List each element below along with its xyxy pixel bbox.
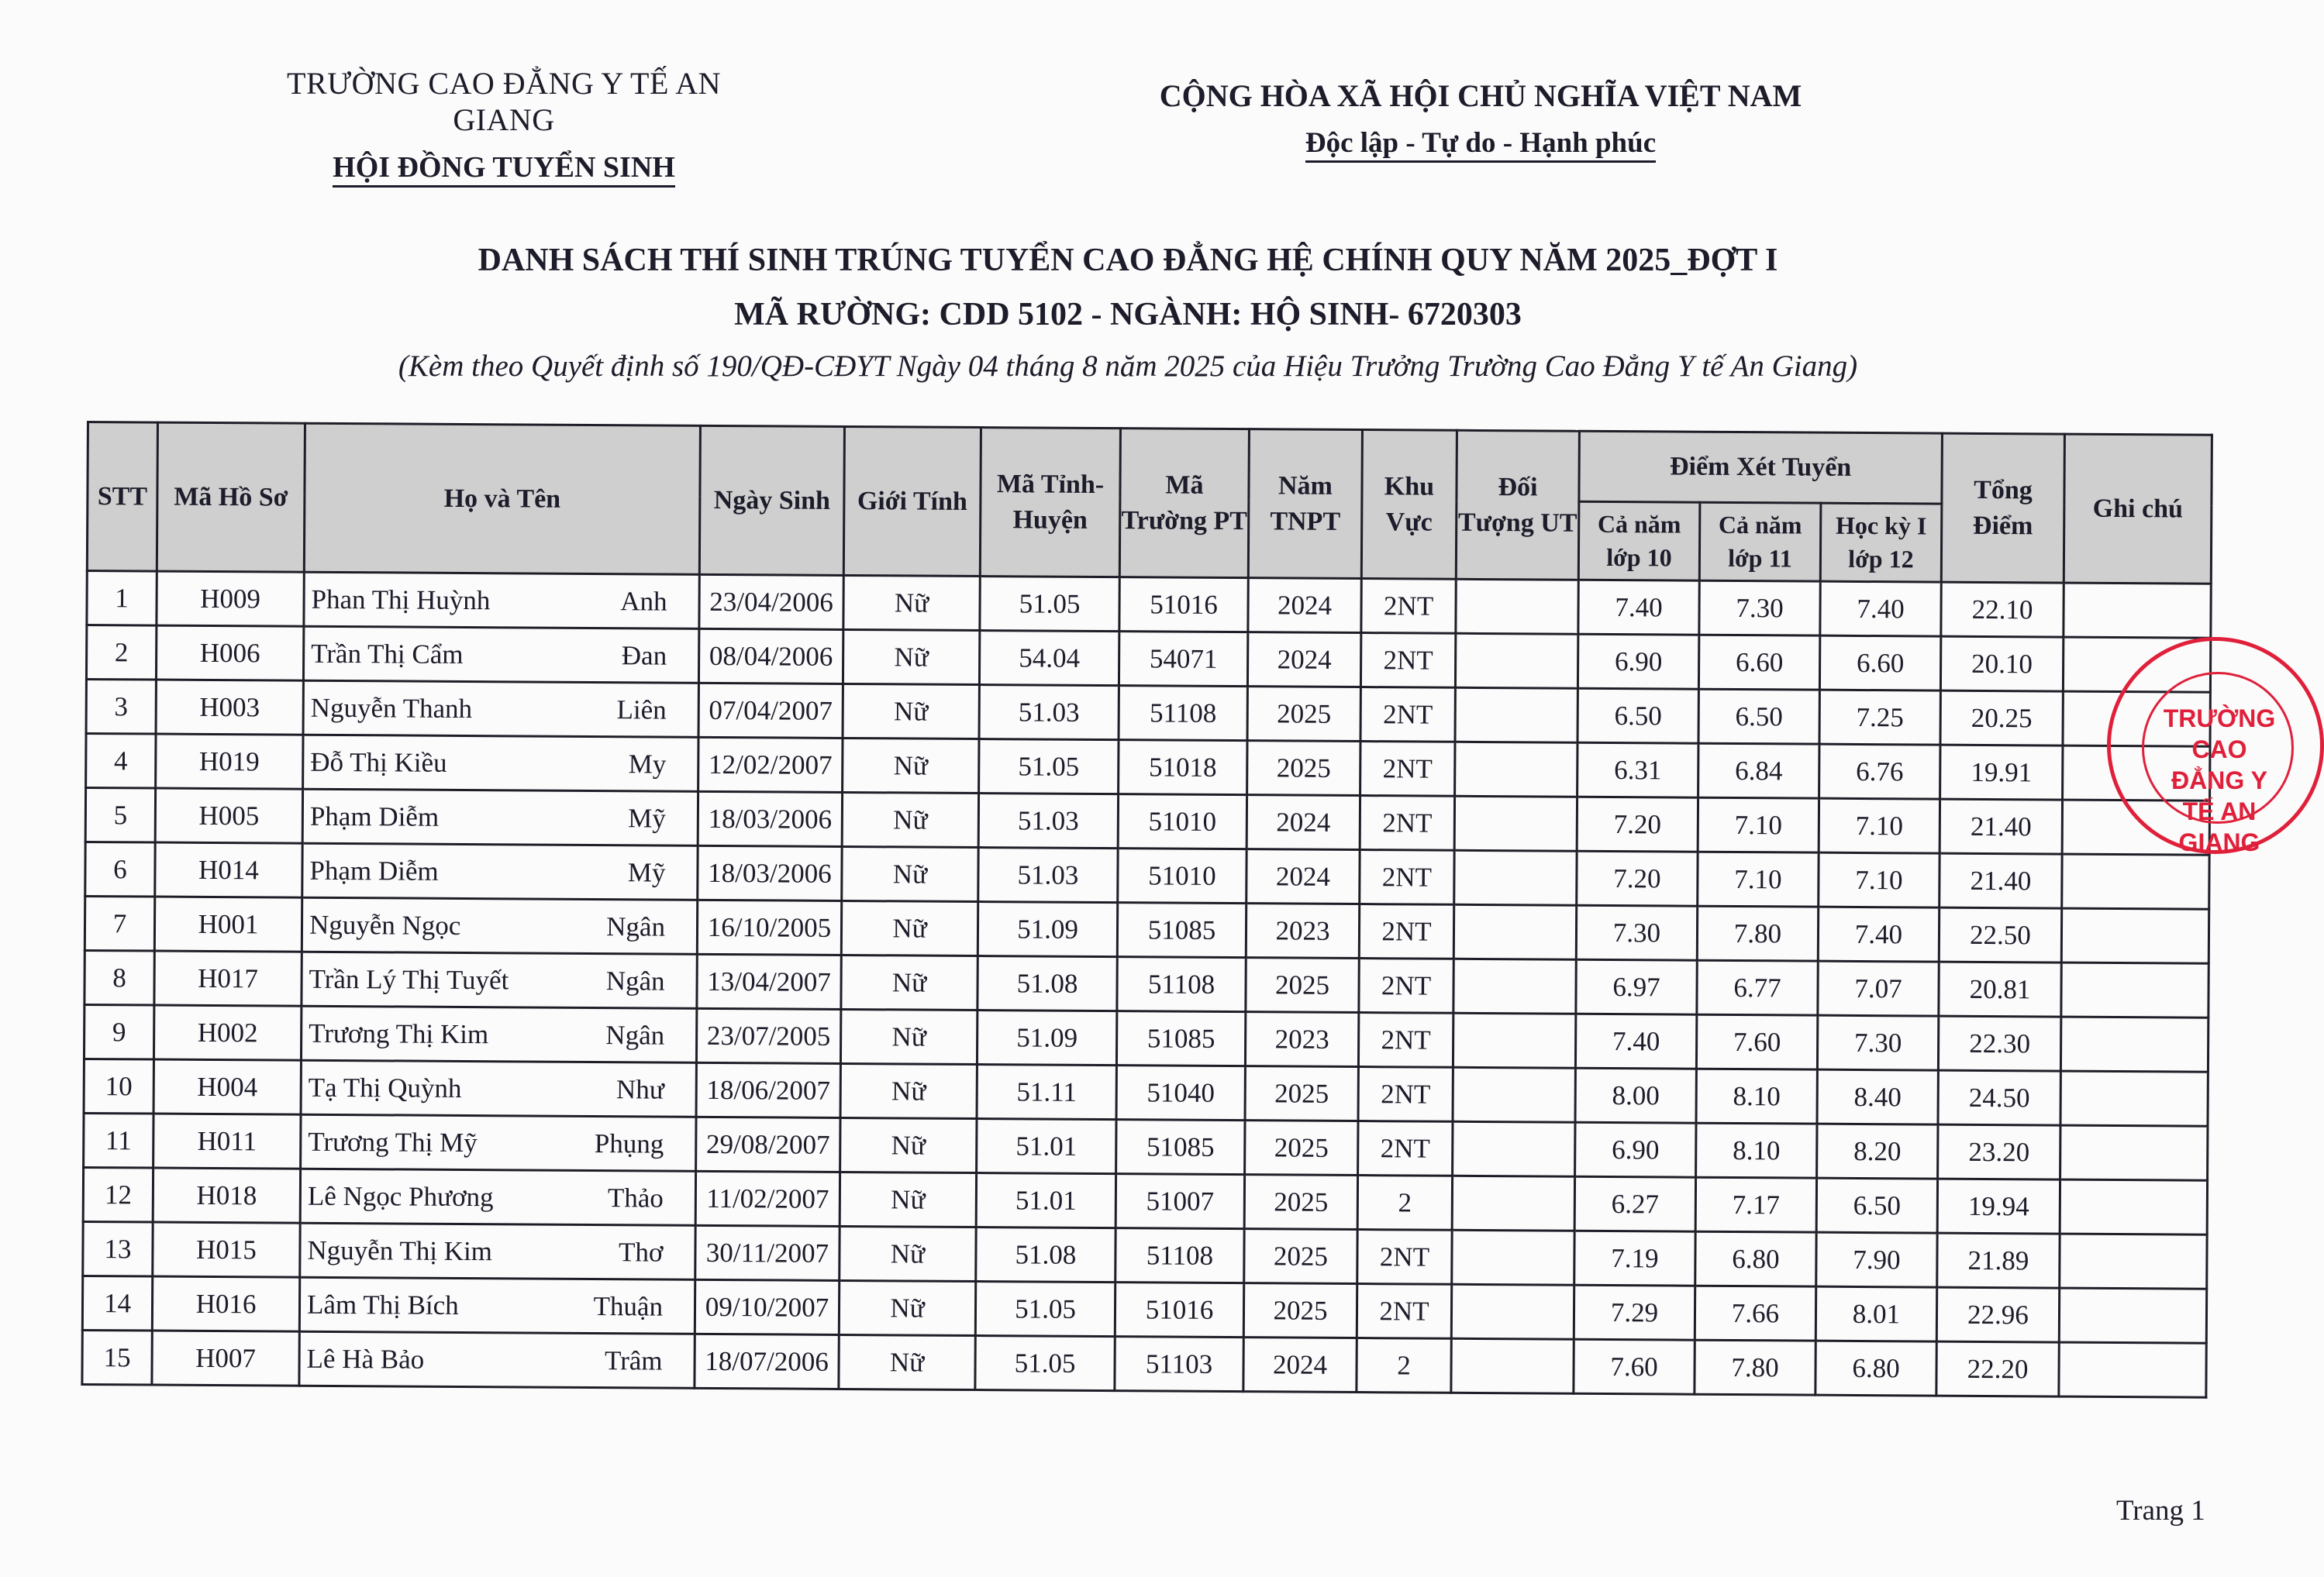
nation-header [1132, 77, 1829, 160]
cell-stt: 12 [83, 1167, 153, 1222]
cell-ho-dem: Tạ Thị Quỳnh [308, 1072, 462, 1104]
document-title: DANH SÁCH THÍ SINH TRÚNG TUYỂN CAO ĐẲNG HỆ CHÍNH QUY NĂM 2025_ĐỢT I [478, 243, 1778, 278]
cell-d12: 8.01 [1815, 1286, 1936, 1341]
cell-ho-dem: Phan Thị Huỳnh [311, 584, 491, 615]
cell-ho-dem: Đỗ Thị Kiều [310, 746, 447, 778]
cell-ngay-sinh: 16/10/2005 [697, 900, 841, 955]
cell-ma: H015 [153, 1222, 300, 1277]
admission-table [81, 421, 2213, 1399]
cell-stt: 8 [84, 950, 154, 1005]
cell-ten: Liên [616, 694, 667, 725]
cell-d12: 6.50 [1816, 1178, 1937, 1233]
cell-d11: 7.30 [1699, 580, 1820, 635]
cell-gioi-tinh: Nữ [841, 900, 978, 955]
cell-ma-truong: 51040 [1116, 1066, 1245, 1121]
cell-ten: Phụng [594, 1128, 664, 1159]
cell-ma-tinh: 51.01 [977, 1119, 1116, 1174]
cell-ghi-chu [2060, 1017, 2208, 1072]
cell-d12: 7.07 [1818, 961, 1939, 1016]
header-row [88, 422, 2212, 506]
cell-stt: 5 [85, 788, 155, 843]
cell-doi-tuong [1455, 687, 1577, 742]
cell-nam: 2024 [1246, 849, 1360, 904]
cell-khu-vuc: 2NT [1357, 1230, 1452, 1285]
cell-ma-truong: 51103 [1115, 1337, 1243, 1392]
cell-ma: H001 [154, 897, 302, 952]
header-ma-ho-so: Mã Hồ Sơ [157, 422, 305, 572]
org-name: TRƯỜNG CAO ĐẲNG Y TẾ AN GIANG [287, 66, 721, 137]
cell-doi-tuong [1453, 904, 1576, 959]
nation-motto: Độc lập - Tự do - Hạnh phúc [1132, 126, 1829, 160]
cell-stt: 11 [84, 1113, 153, 1168]
cell-gioi-tinh: Nữ [841, 955, 978, 1010]
cell-stt: 9 [84, 1004, 153, 1059]
header-hoc-ky-12: Học kỳ I lớp 12 [1820, 503, 1942, 582]
cell-ma: H017 [154, 951, 302, 1006]
cell-nam: 2025 [1245, 1121, 1358, 1176]
cell-d11: 6.80 [1695, 1231, 1816, 1286]
cell-ghi-chu [2061, 962, 2208, 1017]
cell-ma-truong: 51108 [1115, 1228, 1244, 1283]
cell-ho-dem: Phạm Diễm [309, 855, 439, 887]
cell-ma-tinh: 51.05 [975, 1336, 1115, 1391]
cell-ngay-sinh: 09/10/2007 [695, 1279, 839, 1334]
header-tong-diem: Tổng Điểm [1941, 433, 2064, 583]
cell-khu-vuc: 2NT [1359, 904, 1453, 959]
cell-nam: 2025 [1247, 741, 1360, 796]
cell-ho-ten [300, 1169, 695, 1225]
cell-nam: 2025 [1243, 1283, 1357, 1338]
cell-ngay-sinh: 12/02/2007 [698, 737, 843, 792]
cell-ma-truong: 51016 [1115, 1283, 1243, 1338]
cell-d12: 6.80 [1815, 1341, 1936, 1396]
cell-ho-ten [300, 1223, 695, 1279]
cell-doi-tuong [1453, 1013, 1575, 1068]
cell-d10: 6.90 [1577, 634, 1698, 689]
cell-ho-ten [302, 843, 698, 900]
cell-ho-dem: Trần Thị Cẩm [311, 638, 464, 670]
header-ghi-chu: Ghi chú [2064, 434, 2212, 584]
cell-d12: 7.30 [1817, 1015, 1938, 1070]
header-doi-tuong-ut: Đối Tượng UT [1456, 430, 1579, 580]
cell-ma: H005 [155, 788, 302, 843]
cell-ho-ten [299, 1331, 695, 1388]
cell-ma-truong: 51085 [1116, 1011, 1245, 1066]
cell-d11: 7.17 [1695, 1177, 1816, 1232]
cell-ten: Ngân [606, 911, 666, 942]
cell-ngay-sinh: 18/06/2007 [696, 1062, 840, 1117]
cell-ma: H004 [153, 1059, 301, 1114]
cell-nam: 2025 [1244, 1175, 1357, 1230]
cell-ma-tinh: 51.03 [978, 794, 1118, 849]
cell-ma-tinh: 51.03 [979, 685, 1119, 740]
cell-d10: 7.40 [1578, 580, 1699, 635]
cell-doi-tuong [1451, 1338, 1574, 1393]
cell-ngay-sinh: 18/03/2006 [698, 791, 842, 846]
cell-ma: H011 [153, 1114, 301, 1169]
cell-ho-ten [302, 789, 698, 845]
cell-tong: 20.10 [1940, 636, 2063, 691]
cell-d11: 7.80 [1697, 906, 1818, 961]
header-ho-ten: Họ và Tên [304, 423, 700, 574]
cell-ma-tinh: 51.08 [978, 956, 1117, 1011]
cell-ngay-sinh: 29/08/2007 [696, 1117, 840, 1172]
cell-doi-tuong [1456, 579, 1578, 634]
cell-khu-vuc: 2NT [1360, 850, 1454, 905]
cell-ma-tinh: 51.03 [978, 848, 1118, 903]
cell-d11: 8.10 [1696, 1123, 1817, 1178]
cell-ma: H002 [153, 1005, 301, 1060]
cell-d11: 7.80 [1695, 1340, 1815, 1395]
cell-doi-tuong [1455, 633, 1577, 688]
cell-ten: Ngân [605, 965, 665, 997]
cell-khu-vuc: 2NT [1358, 1067, 1453, 1122]
cell-ngay-sinh: 30/11/2007 [695, 1225, 840, 1280]
cell-khu-vuc: 2NT [1360, 796, 1454, 851]
cell-stt: 15 [82, 1330, 152, 1385]
cell-d12: 7.10 [1819, 798, 1940, 853]
cell-ma-truong: 51108 [1117, 957, 1246, 1012]
cell-ten: Mỹ [628, 802, 667, 834]
cell-ngay-sinh: 18/03/2006 [698, 845, 842, 900]
cell-nam: 2025 [1244, 1229, 1357, 1284]
cell-stt: 6 [85, 842, 155, 897]
cell-ten: Trâm [604, 1345, 663, 1376]
cell-gioi-tinh: Nữ [840, 1226, 976, 1281]
header-ma-truong-pt: Mã Trường PT [1119, 429, 1249, 578]
cell-ten: Như [615, 1073, 664, 1105]
cell-ho-dem: Trần Lý Thị Tuyết [309, 963, 509, 995]
cell-nam: 2025 [1247, 687, 1360, 742]
cell-stt: 14 [82, 1276, 152, 1331]
cell-d10: 6.27 [1574, 1176, 1695, 1231]
cell-ma-truong: 51085 [1117, 903, 1246, 958]
cell-ten: Thảo [607, 1182, 664, 1214]
cell-ngay-sinh: 07/04/2007 [698, 683, 843, 738]
cell-khu-vuc: 2NT [1360, 687, 1455, 742]
cell-ma-truong: 51016 [1119, 577, 1248, 632]
nation-name: CỘNG HÒA XÃ HỘI CHỦ NGHĨA VIỆT NAM [1159, 78, 1802, 113]
cell-d11: 8.10 [1696, 1069, 1817, 1124]
cell-tong: 21.40 [1940, 853, 2062, 908]
cell-ho-dem: Lâm Thị Bích [306, 1289, 459, 1320]
cell-tong: 22.10 [1941, 582, 2064, 637]
cell-ho-dem: Nguyễn Thanh [310, 692, 473, 724]
cell-ho-dem: Nguyễn Ngọc [309, 909, 461, 941]
header-nam-tnpt: Năm TNPT [1248, 429, 1362, 579]
cell-d10: 7.29 [1574, 1285, 1695, 1340]
cell-ho-dem: Trương Thị Mỹ [308, 1126, 478, 1158]
page-number: Trang 1 [2116, 1495, 2205, 1527]
cell-tong: 19.94 [1937, 1179, 2060, 1234]
cell-ho-dem: Phạm Diễm [309, 801, 440, 832]
cell-ghi-chu [2060, 1179, 2207, 1234]
cell-khu-vuc: 2NT [1358, 1121, 1453, 1176]
cell-tong: 20.81 [1939, 962, 2061, 1017]
cell-doi-tuong [1454, 850, 1577, 905]
cell-d10: 6.50 [1577, 688, 1698, 743]
cell-ho-ten [301, 1006, 696, 1062]
cell-khu-vuc: 2NT [1358, 1013, 1453, 1068]
cell-stt: 10 [84, 1059, 153, 1114]
cell-d11: 6.77 [1697, 960, 1818, 1015]
cell-d10: 8.00 [1575, 1068, 1696, 1123]
cell-d11: 7.10 [1698, 797, 1819, 852]
cell-tong: 23.20 [1938, 1124, 2060, 1179]
cell-ghi-chu [2064, 583, 2211, 638]
cell-gioi-tinh: Nữ [839, 1280, 975, 1335]
cell-ma-tinh: 51.09 [977, 1011, 1116, 1066]
cell-ma-tinh: 51.08 [976, 1228, 1115, 1283]
cell-d12: 7.10 [1819, 852, 1940, 907]
cell-doi-tuong [1452, 1230, 1574, 1285]
cell-gioi-tinh: Nữ [843, 575, 980, 630]
cell-gioi-tinh: Nữ [842, 792, 978, 847]
document-subtitle: MÃ RƯỜNG: CDD 5102 - NGÀNH: HỘ SINH- 6720303 [734, 297, 1522, 332]
cell-ma-truong: 54071 [1119, 632, 1247, 687]
cell-khu-vuc: 2NT [1357, 1284, 1451, 1339]
cell-tong: 20.25 [1940, 690, 2063, 745]
cell-ho-ten [303, 735, 698, 791]
cell-ma: H014 [155, 842, 302, 897]
cell-ten: Ngân [605, 1019, 665, 1051]
school-seal [2107, 637, 2324, 854]
cell-ma: H007 [152, 1331, 299, 1386]
cell-doi-tuong [1455, 742, 1577, 797]
header-diem-xet-tuyen: Điểm Xét Tuyển [1579, 431, 1943, 504]
cell-d11: 6.50 [1698, 689, 1819, 744]
cell-ghi-chu [2060, 1071, 2208, 1126]
cell-ho-dem: Lê Hà Bảo [306, 1343, 425, 1375]
cell-ma-tinh: 51.01 [976, 1173, 1115, 1228]
cell-d12: 7.40 [1818, 907, 1939, 962]
cell-khu-vuc: 2NT [1360, 633, 1455, 688]
header-khu-vuc: Khu Vực [1361, 430, 1457, 580]
cell-d11: 6.84 [1698, 743, 1819, 798]
org-header [233, 65, 775, 184]
cell-ma-truong: 51085 [1116, 1120, 1245, 1175]
cell-khu-vuc: 2 [1357, 1176, 1452, 1231]
cell-ma-truong: 51007 [1115, 1174, 1244, 1229]
cell-ho-dem: Nguyễn Thị Kim [307, 1234, 493, 1266]
cell-gioi-tinh: Nữ [843, 738, 979, 793]
cell-gioi-tinh: Nữ [840, 1172, 976, 1227]
cell-gioi-tinh: Nữ [843, 683, 979, 739]
cell-ma: H009 [157, 571, 304, 626]
cell-d10: 6.90 [1575, 1122, 1696, 1177]
cell-d11: 6.60 [1698, 635, 1819, 690]
cell-ma-truong: 51018 [1119, 740, 1247, 795]
cell-ten: Thơ [618, 1236, 664, 1268]
cell-doi-tuong [1453, 959, 1576, 1014]
cell-khu-vuc: 2NT [1359, 959, 1453, 1014]
cell-nam: 2023 [1246, 904, 1359, 959]
cell-ho-ten [301, 1060, 696, 1117]
header-ca-nam-10: Cả năm lớp 10 [1578, 501, 1700, 580]
cell-ghi-chu [2059, 1288, 2206, 1343]
document-reference: (Kèm theo Quyết định số 190/QĐ-CĐYT Ngày 04 tháng 8 năm 2025 của Hiệu Trưởng Trường Cao Đẳng Y tế An Giang) [398, 349, 1858, 383]
cell-tong: 21.89 [1937, 1233, 2060, 1288]
cell-doi-tuong [1453, 1121, 1575, 1176]
cell-stt: 1 [87, 571, 157, 626]
cell-d12: 8.20 [1817, 1124, 1938, 1179]
cell-doi-tuong [1451, 1284, 1574, 1339]
cell-tong: 22.20 [1936, 1341, 2059, 1396]
cell-ngay-sinh: 13/04/2007 [697, 954, 841, 1009]
cell-ma-tinh: 51.05 [979, 739, 1119, 794]
cell-ma-tinh: 51.09 [978, 902, 1117, 957]
cell-d11: 7.10 [1698, 852, 1819, 907]
cell-gioi-tinh: Nữ [840, 1009, 977, 1064]
cell-gioi-tinh: Nữ [840, 1117, 977, 1172]
cell-ghi-chu [2060, 1125, 2208, 1180]
cell-ma-tinh: 51.11 [977, 1065, 1116, 1120]
header-ma-tinh-huyen: Mã Tỉnh-Huyện [980, 428, 1120, 577]
cell-nam: 2024 [1246, 795, 1360, 850]
cell-d11: 7.60 [1696, 1014, 1817, 1069]
cell-ma: H016 [152, 1276, 299, 1331]
cell-stt: 13 [83, 1221, 153, 1276]
cell-ho-ten [302, 897, 697, 954]
cell-ngay-sinh: 23/07/2005 [696, 1008, 840, 1063]
cell-gioi-tinh: Nữ [842, 846, 978, 901]
cell-d10: 6.31 [1577, 742, 1698, 797]
cell-khu-vuc: 2 [1357, 1338, 1451, 1393]
header-stt: STT [87, 422, 157, 572]
cell-doi-tuong [1454, 796, 1577, 851]
cell-ghi-chu [2060, 1234, 2207, 1289]
cell-ten: Mỹ [627, 856, 666, 888]
cell-gioi-tinh: Nữ [840, 1063, 977, 1118]
cell-ma: H003 [156, 680, 303, 735]
cell-d10: 7.30 [1576, 905, 1697, 960]
cell-stt: 4 [86, 734, 156, 789]
cell-tong: 22.30 [1938, 1016, 2060, 1071]
cell-ghi-chu [2062, 854, 2209, 909]
cell-d12: 7.25 [1819, 690, 1940, 745]
cell-ma-truong: 51010 [1118, 849, 1246, 904]
cell-ten: Anh [620, 585, 667, 617]
cell-ho-dem: Trương Thị Kim [309, 1017, 489, 1049]
cell-stt: 2 [86, 625, 156, 680]
cell-ma: H018 [153, 1168, 300, 1223]
cell-d10: 7.60 [1574, 1339, 1695, 1394]
cell-ma: H019 [156, 734, 303, 789]
cell-ten: My [628, 748, 667, 780]
cell-d12: 7.40 [1820, 581, 1941, 636]
cell-ma-truong: 51010 [1118, 794, 1246, 849]
cell-d10: 7.20 [1577, 797, 1698, 852]
cell-tong: 22.50 [1939, 907, 2061, 962]
header-ngay-sinh: Ngày Sinh [699, 425, 844, 575]
cell-ma-tinh: 51.05 [975, 1282, 1115, 1337]
cell-nam: 2023 [1245, 1012, 1358, 1067]
cell-ma-tinh: 54.04 [979, 631, 1119, 686]
cell-ten: Thuận [593, 1290, 664, 1322]
header-gioi-tinh: Giới Tính [843, 426, 981, 576]
cell-nam: 2024 [1247, 632, 1360, 687]
cell-stt: 7 [84, 896, 154, 951]
cell-d10: 7.19 [1574, 1231, 1695, 1286]
cell-stt: 3 [86, 680, 156, 735]
cell-ma-tinh: 51.05 [980, 577, 1119, 632]
cell-gioi-tinh: Nữ [843, 629, 979, 684]
cell-ho-dem: Lê Ngọc Phương [307, 1180, 494, 1212]
cell-nam: 2024 [1248, 578, 1361, 633]
cell-d11: 7.66 [1695, 1286, 1815, 1341]
cell-ho-ten [303, 626, 698, 683]
cell-nam: 2025 [1246, 958, 1359, 1013]
cell-nam: 2025 [1245, 1066, 1358, 1121]
cell-d12: 8.40 [1817, 1069, 1938, 1124]
cell-ho-ten [299, 1277, 695, 1334]
cell-ho-ten [302, 952, 697, 1008]
cell-ghi-chu [2061, 908, 2208, 963]
cell-ma-truong: 51108 [1119, 686, 1247, 741]
cell-ngay-sinh: 08/04/2006 [698, 628, 843, 683]
header-ca-nam-11: Cả năm lớp 11 [1699, 502, 1821, 581]
cell-d12: 6.60 [1819, 635, 1940, 690]
seal-text: TRƯỜNG CAO ĐẲNG Y TẾ AN GIANG [2163, 704, 2276, 856]
cell-ma: H006 [156, 625, 303, 680]
cell-gioi-tinh: Nữ [839, 1334, 975, 1389]
cell-doi-tuong [1452, 1176, 1574, 1231]
cell-tong: 24.50 [1938, 1070, 2060, 1125]
cell-d12: 6.76 [1819, 744, 1940, 799]
cell-tong: 21.40 [1940, 799, 2062, 854]
cell-d10: 7.20 [1577, 851, 1698, 906]
cell-ho-ten [301, 1114, 696, 1171]
cell-d10: 7.40 [1575, 1014, 1696, 1069]
cell-d10: 6.97 [1576, 959, 1697, 1014]
cell-ngay-sinh: 23/04/2006 [699, 574, 843, 629]
cell-tong: 22.96 [1936, 1287, 2059, 1342]
cell-ho-ten [304, 572, 699, 628]
cell-tong: 19.91 [1940, 745, 2063, 800]
cell-ngay-sinh: 18/07/2006 [695, 1334, 839, 1389]
cell-khu-vuc: 2NT [1361, 579, 1456, 634]
cell-khu-vuc: 2NT [1360, 742, 1455, 797]
cell-ten: Đan [621, 639, 667, 671]
org-council: HỘI ĐỒNG TUYỂN SINH [233, 150, 775, 184]
cell-nam: 2024 [1243, 1338, 1357, 1393]
cell-ngay-sinh: 11/02/2007 [695, 1171, 840, 1226]
cell-ho-ten [303, 680, 698, 737]
cell-doi-tuong [1453, 1067, 1575, 1122]
cell-d12: 7.90 [1816, 1232, 1937, 1287]
cell-ghi-chu [2059, 1342, 2206, 1397]
